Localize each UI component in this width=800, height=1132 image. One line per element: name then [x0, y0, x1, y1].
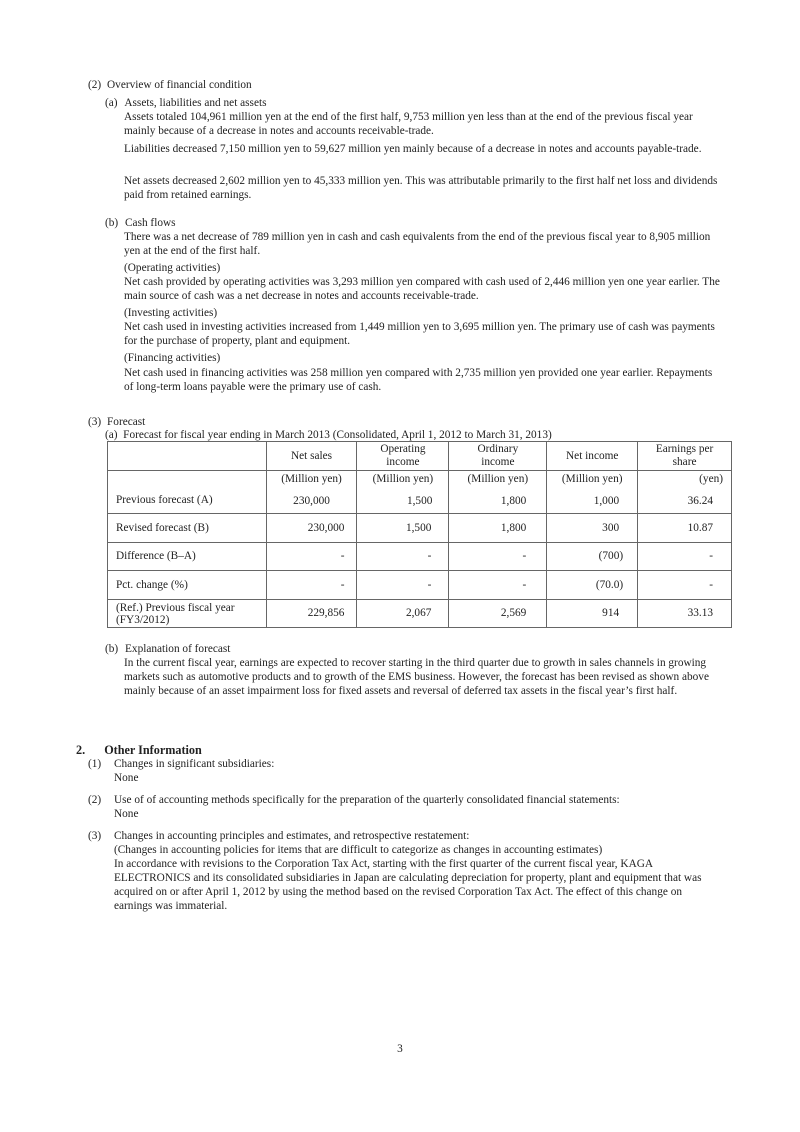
- subheading-label: (b): [105, 643, 119, 655]
- forecast-table-title: (a) Forecast for fiscal year ending in March 2013 (Consolidated, April 1, 2012 to March 31, 2013): [105, 429, 552, 441]
- cell-value: 1,500: [406, 495, 433, 507]
- subheading-explanation: [105, 642, 230, 656]
- paragraph-assets: Assets totaled 104,961 million yen at the end of the first half, 9,753 million yen less than at the end of the previous fiscal year mainly because of a decrease in notes and accounts receivable-trade.: [124, 111, 693, 137]
- table-row: [108, 571, 732, 600]
- financing-activities-title: (Financing activities): [124, 352, 221, 364]
- table-row: [108, 471, 732, 514]
- header-eps: Earnings per share: [638, 442, 732, 471]
- table-cell: 1,500: [357, 514, 449, 543]
- cell-value: 1,000: [593, 495, 620, 507]
- table-cell: 300: [547, 514, 638, 543]
- table-cell: [357, 471, 449, 514]
- table-row: [108, 514, 732, 543]
- paragraph-financing: Net cash used in financing activities was 258 million yen compared with 2,735 million yen provided one year earlier. Repayments of long-term loans payable were the primary use of cash.: [124, 367, 713, 393]
- unit-label: (Million yen): [561, 473, 623, 485]
- header-net-income: Net income: [547, 442, 638, 471]
- table-cell: 914: [547, 600, 638, 628]
- unit-label: (yen): [699, 473, 723, 485]
- paragraph-cash-intro: There was a net decrease of 789 million yen in cash and cash equivalents from the end of the previous fiscal year to 8,905 million yen at the end of the first half.: [124, 231, 711, 257]
- paragraph-investing: Net cash used in investing activities increased from 1,449 million yen to 3,695 million yen. The primary use of cash was payments for the purchase of property, plant and equipment.: [124, 321, 715, 347]
- table-cell: [638, 471, 732, 514]
- subheading-cash-flows: [105, 216, 176, 230]
- table-cell: [449, 471, 547, 514]
- item-title: Changes in accounting principles and estimates, and retrospective restatement:: [114, 830, 470, 842]
- table-cell: 2,067: [357, 600, 449, 628]
- subheading-label: (b): [105, 217, 119, 229]
- section-heading-other-information: [76, 743, 202, 757]
- investing-activities-title: (Investing activities): [124, 307, 218, 319]
- item-number: (1): [88, 758, 102, 770]
- unit-label: (Million yen): [467, 473, 529, 485]
- table-cell: -: [357, 571, 449, 600]
- header-net-sales: Net sales: [266, 442, 357, 471]
- cell-value: 230,000: [293, 495, 330, 507]
- row-label: (Ref.) Previous fiscal year (FY3/2012): [108, 600, 267, 628]
- paragraph-net-assets: Net assets decreased 2,602 million yen to 45,333 million yen. This was attributable primarily to the first half net loss and dividends paid from retained earnings.: [124, 175, 718, 201]
- table-cell: -: [638, 571, 732, 600]
- table-cell: -: [266, 571, 357, 600]
- item-body: In accordance with revisions to the Corporation Tax Act, starting with the first quarter of the current fiscal year, KAGA ELECTRONICS and its consolidated subsidiaries in Japan are calculating depreciation for property, plant and equipment that was acquired on or after April 1, 2012 by using the method based on the revised Corporation Tax Act. The effect of this change on earnings was immaterial.: [114, 858, 702, 912]
- table-cell: 1,800: [449, 514, 547, 543]
- table-row: [108, 600, 732, 628]
- table-cell: [547, 471, 638, 514]
- operating-activities-title: (Operating activities): [124, 262, 221, 274]
- header-cell: [108, 442, 267, 471]
- table-cell: (70.0): [547, 571, 638, 600]
- page-number: 3: [397, 1043, 403, 1055]
- header-ordinary-income: Ordinary income: [449, 442, 547, 471]
- item-subtitle: (Changes in accounting policies for items that are difficult to categorize as changes in accounting estimates): [114, 844, 603, 856]
- row-label: Difference (B–A): [108, 543, 267, 571]
- section-title: Forecast: [107, 416, 146, 428]
- table-header-row: [108, 442, 732, 471]
- item-number: (2): [88, 794, 102, 806]
- paragraph-liabilities: Liabilities decreased 7,150 million yen to 59,627 million yen mainly because of a decrease in notes and accounts payable-trade.: [124, 143, 702, 155]
- unit-label: (Million yen): [372, 473, 434, 485]
- table-cell: 230,000: [266, 514, 357, 543]
- subheading-title: Explanation of forecast: [125, 643, 231, 655]
- table-row: [108, 543, 732, 571]
- table-cell: 229,856: [266, 600, 357, 628]
- table-cell: 10.87: [638, 514, 732, 543]
- row-label: Pct. change (%): [108, 571, 267, 600]
- item-title: Changes in significant subsidiaries:: [114, 758, 275, 770]
- table-cell: -: [357, 543, 449, 571]
- cell-value: 36.24: [687, 495, 713, 507]
- unit-label: (Million yen): [281, 473, 342, 485]
- table-cell: [266, 471, 357, 514]
- table-cell: -: [638, 543, 732, 571]
- paragraph-operating: Net cash provided by operating activities was 3,293 million yen compared with cash used of 2,446 million yen one year earlier. The main source of cash was a net decrease in notes and accounts receivable-trade.: [124, 276, 720, 302]
- section-heading-overview: [88, 78, 252, 92]
- table-cell: (700): [547, 543, 638, 571]
- table-cell: -: [449, 571, 547, 600]
- row-label: Previous forecast (A): [108, 471, 267, 514]
- forecast-table: [107, 441, 732, 628]
- section-heading-forecast: [88, 415, 145, 429]
- table-cell: 33.13: [638, 600, 732, 628]
- section-number: 2.: [76, 743, 86, 757]
- table-cell: 2,569: [449, 600, 547, 628]
- item-body: None: [114, 772, 139, 784]
- paragraph-forecast-explanation: In the current fiscal year, earnings are expected to recover starting in the third quarter due to growth in sales channels in growing markets such as automotive products and to growth of the EMS business. However, the forecast has been revised as shown above mainly because of an asset impairment loss for fixed assets and reversal of deferred tax assets in the fiscal year’s first half.: [124, 657, 709, 697]
- section-title: Other Information: [104, 743, 202, 757]
- header-operating-income: Operating income: [357, 442, 449, 471]
- subheading-label: (a): [105, 97, 118, 109]
- table-cell: -: [449, 543, 547, 571]
- subheading-title: Cash flows: [125, 217, 176, 229]
- section-title: Overview of financial condition: [107, 79, 252, 91]
- item-title: Use of of accounting methods specifically for the preparation of the quarterly consolidated financial statements:: [114, 794, 620, 806]
- cell-value: 1,800: [500, 495, 527, 507]
- table-cell: -: [266, 543, 357, 571]
- item-number: (3): [88, 830, 102, 842]
- section-number: (3): [88, 416, 102, 428]
- subheading-assets: [105, 96, 267, 110]
- subheading-title: Assets, liabilities and net assets: [124, 97, 267, 109]
- item-body: None: [114, 808, 139, 820]
- row-label: Revised forecast (B): [108, 514, 267, 543]
- section-number: (2): [88, 79, 102, 91]
